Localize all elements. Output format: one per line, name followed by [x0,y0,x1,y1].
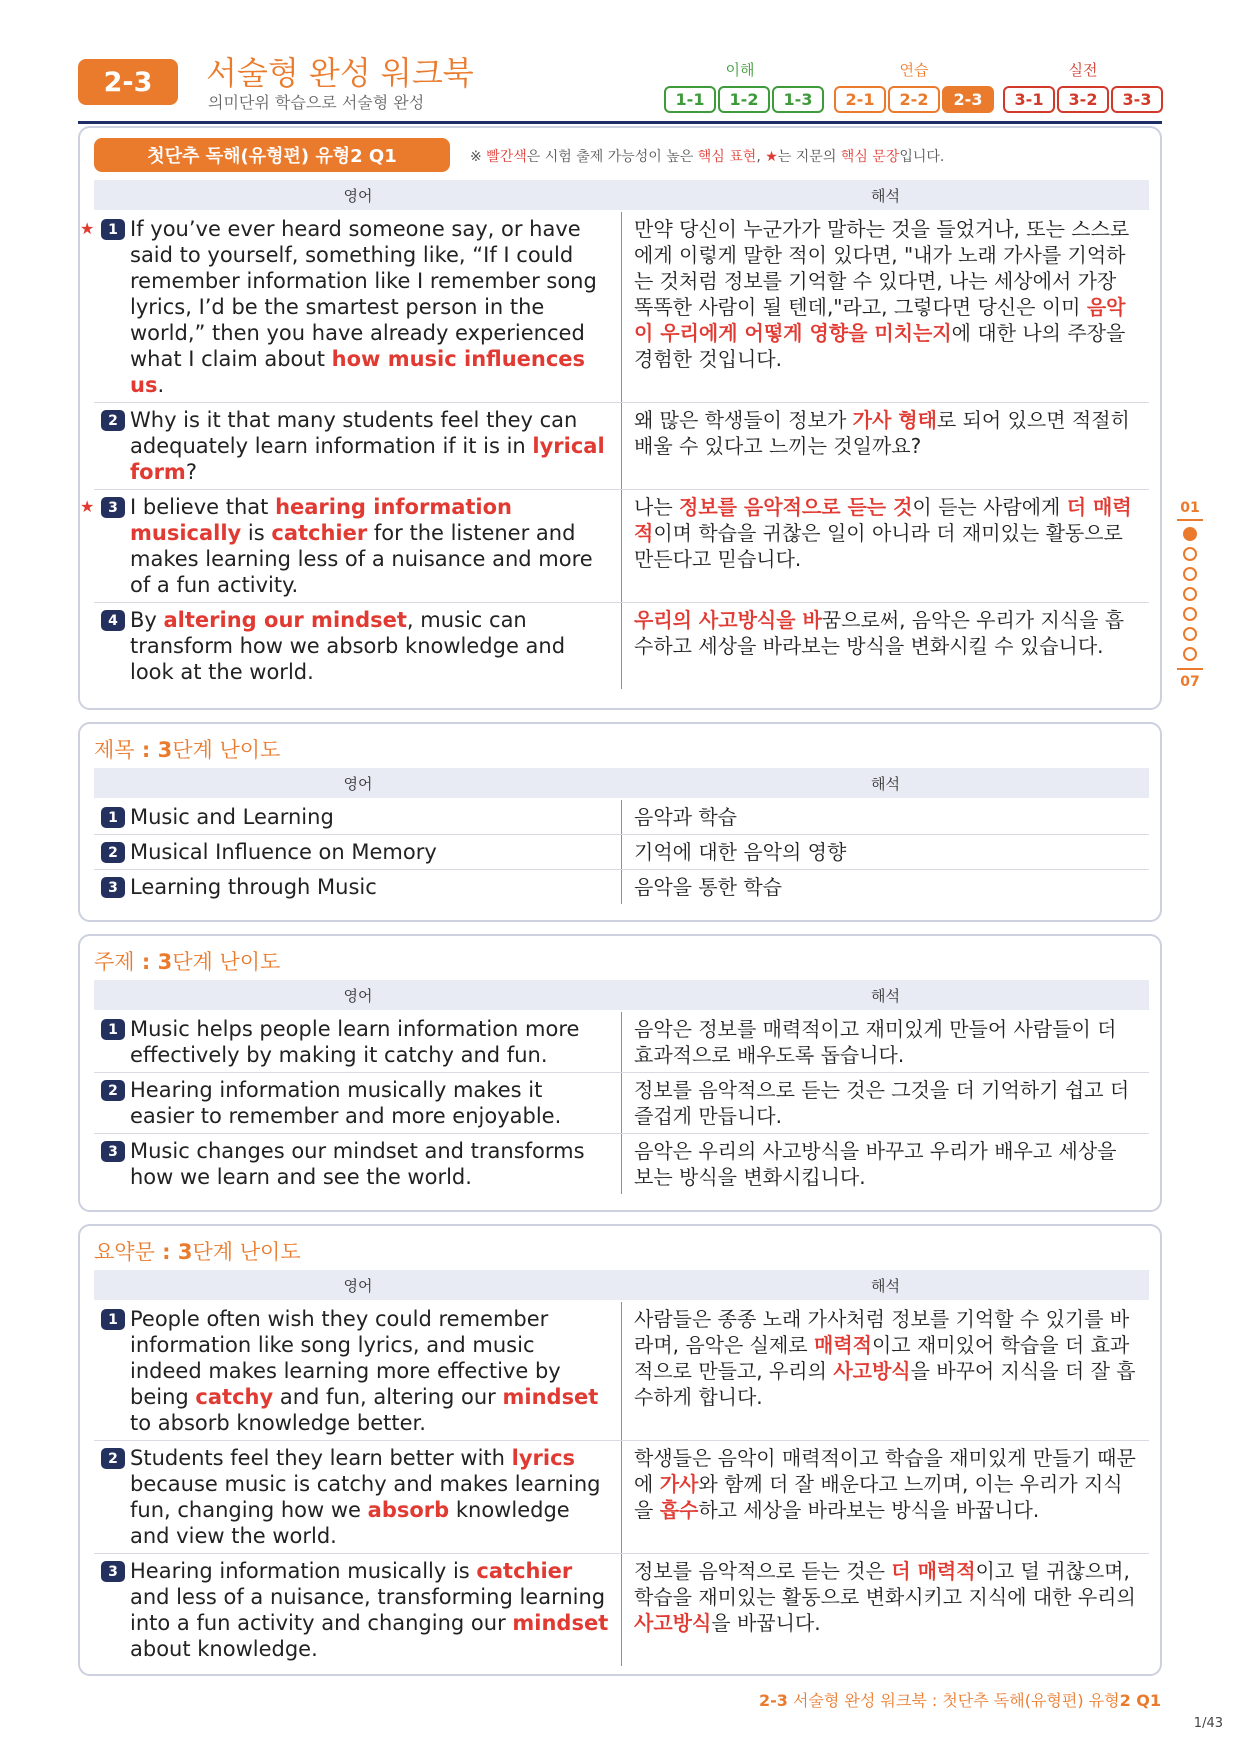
key-expression: hearing information musically [130,495,513,545]
korean-translation: 음악은 정보를 매력적이고 재미있게 만들어 사람들이 더 효과적으로 배우도록 돕습니다. [634,1017,1117,1067]
table-row [80,212,1149,403]
level-button-3-2[interactable]: 3-2 [1057,86,1109,113]
key-expression: mindset [502,1385,599,1409]
korean-translation: 학생들은 음악이 매력적이고 학습을 재미있게 만들기 때문에 가사와 함께 더 잘 배운다고 느끼며, 이는 우리가 지식을 흡수하고 세상을 바라보는 방식을 바꿉니다. [634,1446,1136,1522]
key-expression: 더 매력적 [891,1559,976,1583]
level-button-2-3[interactable]: 2-3 [942,86,994,113]
level-button-1-1[interactable]: 1-1 [664,86,716,113]
korean-translation: 사람들은 종종 노래 가사처럼 정보를 기억할 수 있기를 바라며, 음악은 실제로 매력적이고 재미있어 학습을 더 효과적으로 만들고, 우리의 사고방식을 바꾸어 지식을 더 잘 흡수하게 합니다. [634,1307,1136,1409]
topic-rows [94,1012,1149,1194]
sentence-number-badge: 2 [101,842,125,863]
sentence-number-badge: 3 [101,877,125,898]
passage-column-header [94,180,1149,210]
title-section-heading: 제목 : 3단계 난이도 [94,738,281,762]
sentence-number-badge: 3 [101,1141,125,1162]
topic-column-header: 영어 해석 [94,980,1149,1010]
sentence-number-badge: 2 [101,1080,125,1101]
english-sentence: ★ 3 I believe that hearing information musically is catchier for the listener and makes learning less of a nuisance and more of a fun activity. [94,490,622,602]
key-expression: 더 매력적 [634,495,1132,545]
korean-translation: 정보를 음악적으로 듣는 것은 더 매력적이고 덜 귀찮으며, 학습을 재미있는 활동으로 변화시키고 지식에 대한 우리의 사고방식을 바꿉니다. [634,1559,1136,1635]
key-expression: 사고방식 [833,1359,911,1383]
passage-tag: 첫단추 독해(유형편) 유형2 Q1 [94,138,450,172]
topic-section-heading: 주제 : 3단계 난이도 [94,950,281,974]
passage-rows [80,212,1149,689]
sidenav-dot-3[interactable] [1183,567,1197,581]
summary-section-heading: 요약문 : 3단계 난이도 [94,1240,301,1264]
title-rows [94,800,1149,904]
summary-section [78,1224,1162,1676]
passage-section [78,126,1162,710]
column-header-ko: 해석 [871,186,900,205]
english-sentence: ★ 1 If you’ve ever heard someone say, or have said to yourself, something like, “If I could remember information like I remember song lyrics, I’d be the smartest person in the world,” then you have already experienced what I claim about how music influences us. [94,212,622,402]
table-row [94,835,1149,870]
english-sentence: 2 Why is it that many students feel they can adequately learn information if it is in lyrical form? [94,403,622,489]
key-expression: lyrical form [130,434,605,484]
korean-translation: 만약 당신이 누군가가 말하는 것을 들었거나, 또는 스스로에게 이렇게 말한 적이 있다면, "내가 노래 가사를 기억하는 것처럼 정보를 기억할 수 있다면, 나는 세상에서 가장 똑똑한 사람이 될 텐데,"라고, 그렇다면 당신은 이미 음악이 우리에게 어떻게 영향을 미치는지에 대한 나의 주장을 경험한 것입니다. [634,217,1130,371]
table-row [94,1441,1149,1554]
english-sentence: 1 People often wish they could remember information like song lyrics, and music indeed makes learning more effective by being catchy and fun, altering our mindset to absorb knowledge better. [94,1302,622,1440]
sidenav-dot-6[interactable] [1183,627,1197,641]
level-button-3-1[interactable]: 3-1 [1003,86,1055,113]
page-subtitle: 의미단위 학습으로 서술형 완성 [208,93,425,112]
sentence-number-badge: 1 [101,1019,125,1040]
star-icon: ★ [765,149,778,165]
level-button-1-3[interactable]: 1-3 [772,86,824,113]
english-sentence: 3 Music changes our mindset and transforms how we learn and see the world. [94,1134,622,1194]
summary-column-header: 영어 해석 [94,1270,1149,1300]
english-sentence: 1 Music and Learning [94,800,622,834]
sidenav-end-number: 07 [1180,674,1200,690]
key-expression: 우리의 사고방식을 바 [634,608,822,632]
key-expression: absorb [367,1498,450,1522]
key-sentence-star-icon: ★ [80,497,95,516]
page-title: 서술형 완성 워크북 [206,54,474,92]
key-expression: altering our mindset [163,608,407,632]
table-row [94,603,1149,689]
key-expression: 흡수 [659,1498,699,1522]
key-expression: mindset [512,1611,609,1635]
korean-translation: 기억에 대한 음악의 영향 [634,840,847,864]
level-button-2-2[interactable]: 2-2 [888,86,940,113]
sentence-number-badge: 2 [101,410,125,431]
sidenav-dot-1[interactable] [1183,527,1197,541]
table-row [94,1134,1149,1194]
sentence-number-badge: 1 [101,807,125,828]
key-expression: 사고방식 [634,1611,712,1635]
sentence-number-badge: 3 [101,497,125,518]
level-label-understand: 이해 [725,61,755,79]
level-button-1-2[interactable]: 1-2 [718,86,770,113]
sidenav-dot-2[interactable] [1183,547,1197,561]
key-expression: 음악이 우리에게 어떻게 영향을 미치는지 [634,295,1126,345]
key-expression: 매력적 [814,1333,872,1357]
level-label-real: 실전 [1068,61,1098,79]
level-button-3-3[interactable]: 3-3 [1111,86,1163,113]
table-row [80,490,1149,603]
korean-translation: 나는 정보를 음악적으로 듣는 것이 듣는 사람에게 더 매력적이며 학습을 귀찮은 일이 아니라 더 재미있는 활동으로 만든다고 믿습니다. [634,495,1132,571]
key-expression: 정보를 음악적으로 듣는 것 [679,495,913,519]
table-row [94,1012,1149,1073]
key-expression: 가사 [659,1472,699,1496]
header-divider [78,121,1162,124]
column-header-en: 영어 [343,186,373,205]
english-sentence: 2 Hearing information musically makes it easier to remember and more enjoyable. [94,1073,622,1133]
key-expression: catchy [195,1385,274,1409]
table-row [94,1554,1149,1666]
korean-translation: 음악을 통한 학습 [634,875,782,899]
page-number: 1/43 [1193,1716,1223,1731]
korean-translation: 정보를 음악적으로 듣는 것은 그것을 더 기억하기 쉽고 더 즐겁게 만듭니다. [634,1078,1130,1128]
title-column-header: 영어 해석 [94,768,1149,798]
sidenav-dot-5[interactable] [1183,607,1197,621]
footer-caption: 2-3 서술형 완성 워크북 : 첫단추 독해(유형편) 유형2 Q1 [758,1691,1161,1710]
english-sentence: 3 Hearing information musically is catchier and less of a nuisance, transforming learning into a fun activity and changing our mindset about knowledge. [94,1554,622,1666]
sentence-number-badge: 3 [101,1561,125,1582]
sidenav-start-number: 01 [1180,500,1200,516]
sidenav-top-rule [1177,519,1203,521]
english-sentence: 2 Musical Influence on Memory [94,835,622,869]
level-button-2-1[interactable]: 2-1 [834,86,886,113]
table-row [94,1302,1149,1441]
key-expression: catchier [271,521,368,545]
title-section [78,722,1162,922]
legend-note: ※ 빨간색은 시험 출제 가능성이 높은 핵심 표현, ★는 지문의 핵심 문장입니다. [470,149,945,165]
sentence-number-badge: 2 [101,1448,125,1469]
summary-rows [94,1302,1149,1666]
key-expression: catchier [476,1559,573,1583]
table-row [94,1073,1149,1134]
sentence-number-badge: 1 [101,1309,125,1330]
korean-translation: 음악은 우리의 사고방식을 바꾸고 우리가 배우고 세상을 보는 방식을 변화시킵니다. [634,1139,1117,1189]
key-sentence-star-icon: ★ [80,219,95,238]
key-expression: 가사 형태 [852,408,937,432]
table-row [94,403,1149,490]
sidenav-dot-4[interactable] [1183,587,1197,601]
level-label-practice: 연습 [899,61,929,79]
unit-badge: 2-3 [78,59,178,105]
table-row [94,800,1149,835]
key-expression: how music influences us [130,347,586,397]
english-sentence: 2 Students feel they learn better with lyrics because music is catchy and makes learning fun, changing how we absorb knowledge and view the world. [94,1441,622,1553]
korean-translation: 우리의 사고방식을 바꿈으로써, 음악은 우리가 지식을 흡수하고 세상을 바라보는 방식을 변화시킬 수 있습니다. [634,608,1125,658]
sidenav-bottom-rule [1177,668,1203,670]
english-sentence: 4 By altering our mindset, music can transform how we absorb knowledge and look at the world. [94,603,622,689]
key-expression: lyrics [511,1446,576,1470]
english-sentence: 3 Learning through Music [94,870,622,904]
topic-section [78,934,1162,1212]
korean-translation: 음악과 학습 [634,805,737,829]
english-sentence: 1 Music helps people learn information more effectively by making it catchy and fun. [94,1012,622,1072]
sidenav-dot-7[interactable] [1183,647,1197,661]
korean-translation: 왜 많은 학생들이 정보가 가사 형태로 되어 있으면 적절히 배울 수 있다고 느끼는 것일까요? [634,408,1130,458]
sentence-number-badge: 4 [101,610,125,631]
sentence-number-badge: 1 [101,219,125,240]
table-row [94,870,1149,904]
